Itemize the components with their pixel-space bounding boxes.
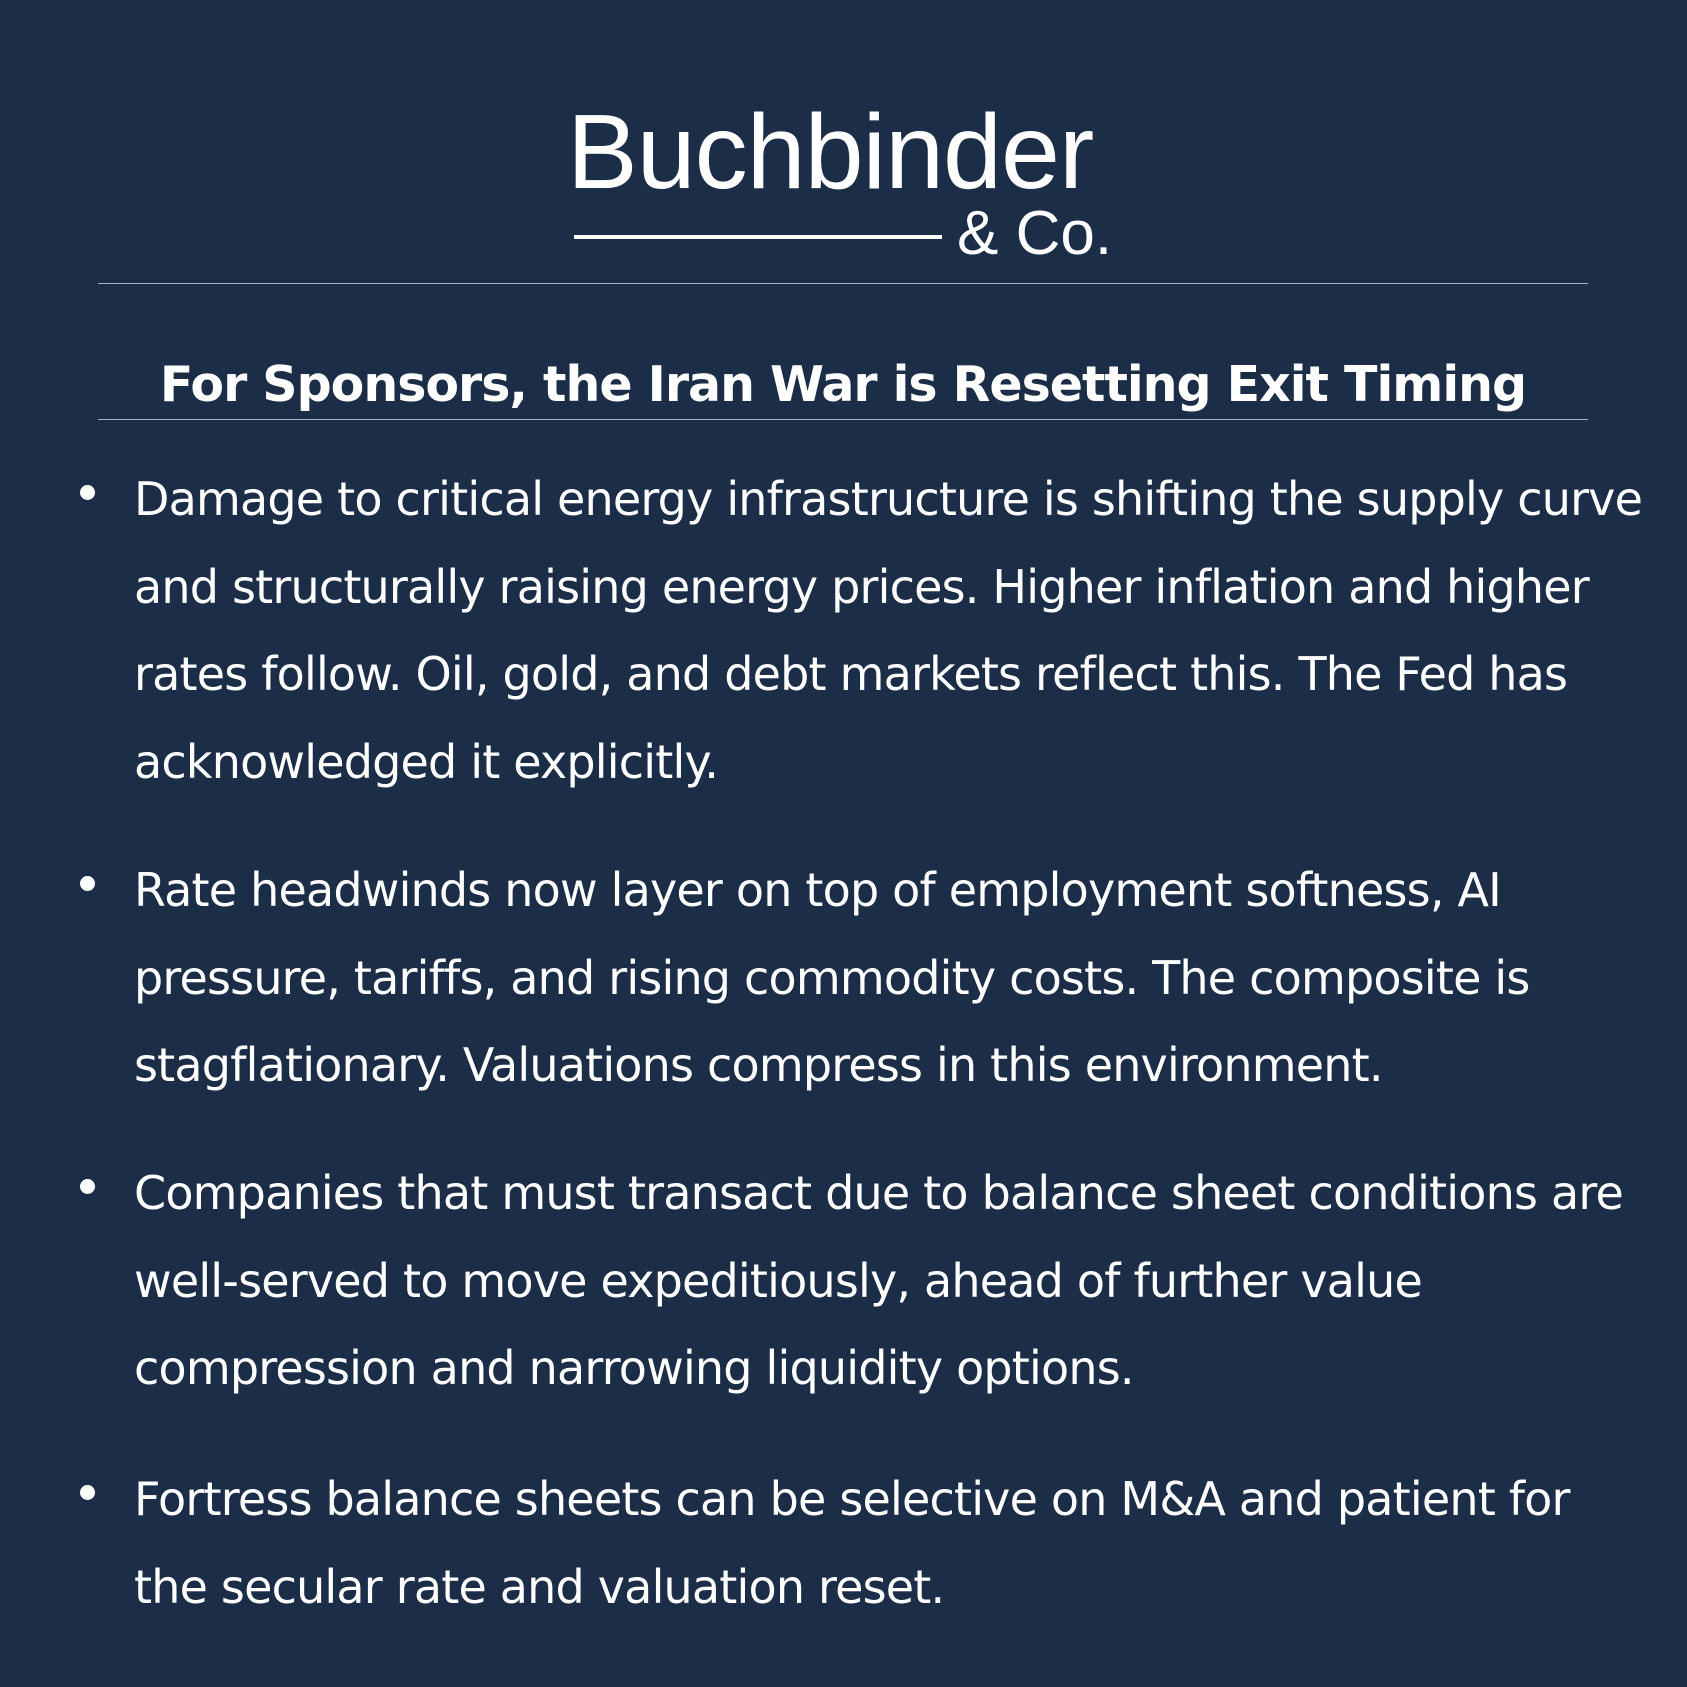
- logo-suffix: & Co.: [957, 199, 1113, 268]
- logo-wordmark: Buchbinder: [567, 93, 1094, 211]
- bullet-text: Damage to critical energy infrastructure is shifting the supply curve and structurally raising energy prices. Higher inflation and higher rates follow. Oil, gold, and debt markets reflect this. The Fed has acknowledged it explicitly.: [134, 472, 1643, 789]
- bullet-dot-icon: [80, 1179, 95, 1194]
- bullet-text: Fortress balance sheets can be selective on M&A and patient for the secular rate and valuation reset.: [134, 1472, 1570, 1614]
- bullet-dot-icon: [80, 485, 95, 500]
- headline: For Sponsors, the Iran War is Resetting Exit Timing: [159, 355, 1527, 413]
- logo-rule: [574, 235, 942, 239]
- bullet-dot-icon: [80, 876, 95, 891]
- divider-top: [98, 283, 1588, 284]
- company-logo: [0, 0, 1687, 280]
- bullet-text: Companies that must transact due to balance sheet conditions are well-served to move expeditiously, ahead of further value compression and narrowing liquidity options.: [134, 1166, 1623, 1395]
- bullet-dot-icon: [80, 1485, 95, 1500]
- bullet-text: Rate headwinds now layer on top of employment softness, AI pressure, tariffs, and rising commodity costs. The composite is stagflationary. Valuations compress in this environment.: [134, 863, 1530, 1092]
- divider-bottom: [98, 419, 1588, 420]
